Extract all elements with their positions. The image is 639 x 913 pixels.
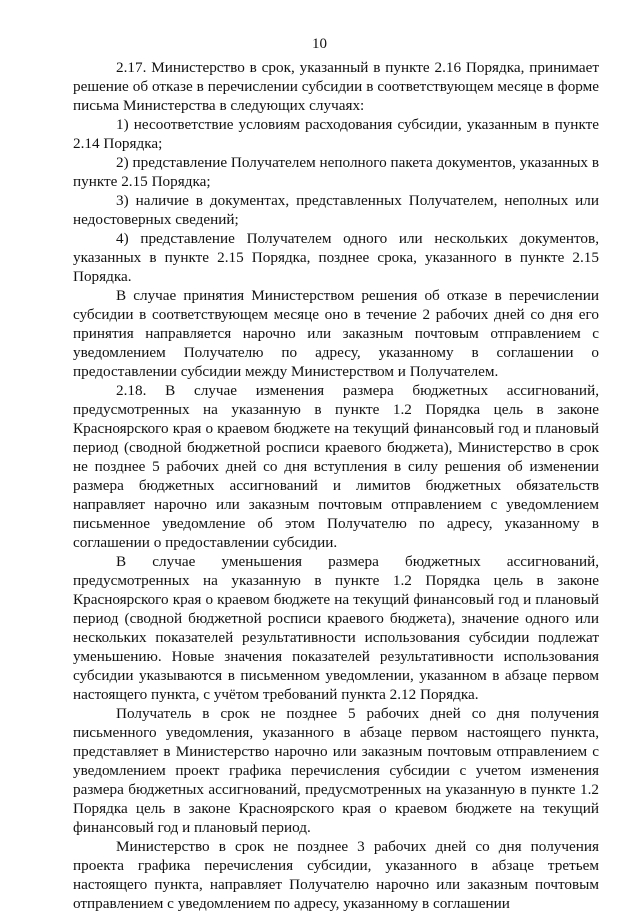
paragraph-2-18: 2.18. В случае изменения размера бюджетных ассигнований, предусмотренных на указанную в пункте 1.2 Порядка цель в законе Красноярского края о краевом бюджете на текущий финансовый год и плановый период (сводной бюджетной росписи краевого бюджета), Министерство в срок не позднее 5 рабочих дней со дня вступления в силу решения об изменении размера бюджетных ассигнований и лимитов бюджетных обязательств направляет нарочно или заказным почтовым отправлением с уведомлением письменное уведомление об этом Получателю по адресу, указанному в соглашении о предоставлении субсидии.: [73, 382, 599, 551]
paragraph-refusal-notice: В случае принятия Министерством решения об отказе в перечислении субсидии в соответствующем месяце оно в течение 2 рабочих дней со дня его принятия направляется нарочно или заказным почтовым отправлением с уведомлением Получателю по адресу, указанному в соглашении о предоставлении субсидии между Министерством и Получателем.: [73, 287, 599, 380]
paragraph-budget-reduction: В случае уменьшения размера бюджетных ассигнований, предусмотренных на указанную в пункте 1.2 Порядка цель в законе Красноярского края о краевом бюджете на текущий финансовый год и плановый период (сводной бюджетной росписи краевого бюджета), значение одного или нескольких показателей результативности использования субсидии подлежат уменьшению. Новые значения показателей результативности использования субсидии указываются в письменном уведомлении, указанном в абзаце первом настоящего пункта, с учётом требований пункта 2.12 Порядка.: [73, 553, 599, 703]
page-number: 10: [312, 36, 327, 52]
document-body: [73, 58, 599, 913]
paragraph-item-3: 3) наличие в документах, представленных Получателем, неполных или недостоверных сведений;: [73, 192, 599, 228]
paragraph-item-1: 1) несоответствие условиям расходования субсидии, указанным в пункте 2.14 Порядка;: [73, 116, 599, 152]
paragraph-2-17: 2.17. Министерство в срок, указанный в пункте 2.16 Порядка, принимает решение об отказе в перечислении субсидии в соответствующем месяце в форме письма Министерства в следующих случаях:: [73, 59, 599, 114]
paragraph-ministry-response: Министерство в срок не позднее 3 рабочих дней со дня получения проекта графика перечисления субсидии, указанного в абзаце третьем настоящего пункта, направляет Получателю нарочно или заказным почтовым отправлением с уведомлением по адресу, указанному в соглашении: [73, 838, 599, 912]
paragraph-item-2: 2) представление Получателем неполного пакета документов, указанных в пункте 2.15 Порядка;: [73, 154, 599, 190]
paragraph-recipient-schedule: Получатель в срок не позднее 5 рабочих дней со дня получения письменного уведомления, указанного в абзаце первом настоящего пункта, представляет в Министерство нарочно или заказным почтовым отправлением с уведомлением проект графика перечисления субсидии с учетом изменения размера бюджетных ассигнований, предусмотренных на указанную в пункте 1.2 Порядка цель в законе Красноярского края о краевом бюджете на текущий финансовый год и плановый период.: [73, 705, 599, 836]
paragraph-item-4: 4) представление Получателем одного или нескольких документов, указанных в пункте 2.15 Порядка, позднее срока, указанного в пункте 2.15 Порядка.: [73, 230, 599, 285]
